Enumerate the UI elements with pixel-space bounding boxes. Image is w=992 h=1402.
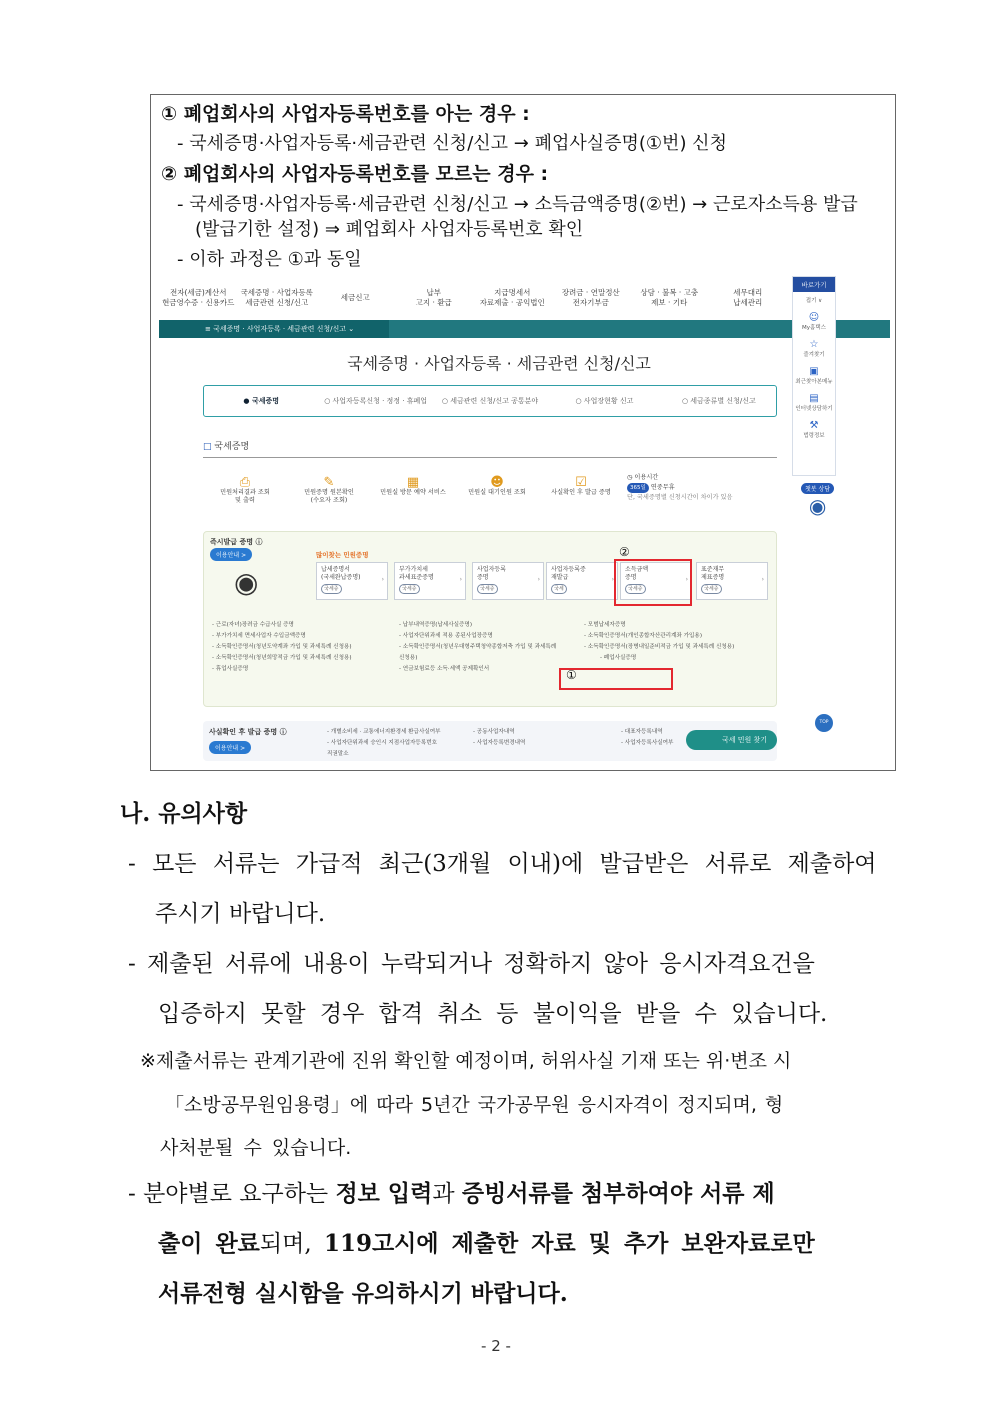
note-line3: 사처분될 수 있습니다. [160, 1137, 352, 1159]
star-icon: ☆ [809, 339, 819, 350]
note-line1: ※제출서류는 관계기관에 진위 확인할 예정이며, 허위사실 기재 또는 위·변조 시 [140, 1050, 792, 1072]
calendar-icon: ▦ [406, 475, 420, 490]
gavel-icon: ⚒ [809, 420, 819, 431]
chevron-right-icon: › [761, 576, 764, 583]
fact-check-panel [203, 721, 777, 761]
icon-item-reservation[interactable]: ▦ 민원실 방문 예약 서비스 [371, 479, 455, 519]
icon-item-verify[interactable]: ✎ 민원증명 원본확인 (수요자 조회) [287, 479, 371, 519]
case2-line2: (발급기한 설정) ⇒ 폐업회사 사업자등록번호 확인 [195, 219, 584, 240]
case1-line: - 국세증명·사업자등록·세금관련 신청/신고 → 폐업사실증명(①번) 신청 [177, 133, 727, 154]
user-icon: ☺ [808, 312, 820, 323]
guide-button[interactable]: 이용안내 > [210, 548, 252, 561]
breadcrumb-dropdown[interactable]: ≡ 국세증명 · 사업자등록 · 세금관련 신청/신고 ⌄ [159, 320, 389, 338]
instant-issue-panel [203, 531, 777, 707]
help-icon[interactable]: ⓘ [279, 728, 287, 736]
category-tabs [203, 385, 777, 417]
cert-list-col1: - 근로(자녀)장려금 수급사실 증명 - 부가가치세 면세사업자 수입금액증명 - 소득확인증명서(청년도약계좌 가입 및 과세특례 신청용) - 소득확인증명서(청년희망적금 가입 및 과세특례 신청용) - 휴업사실증명 [212, 622, 352, 672]
case1-heading: ① 폐업회사의 사업자등록번호를 아는 경우 : [161, 103, 530, 125]
sidebar-item-counsel[interactable]: ▤ 인터넷상담하기 [793, 393, 835, 412]
paragraph-1b: 주시기 바랍니다. [155, 901, 326, 927]
section-heading: 나. 유의사항 [120, 800, 248, 827]
chevron-right-icon: › [685, 576, 688, 583]
nav-item[interactable]: 국세증명 · 사업자등록 세금관련 신청/신고 [240, 288, 313, 307]
card-financial[interactable]: 표준재무 제표증명 국세증 › [696, 562, 768, 600]
paragraph-3-line1: - 분야별로 요구하는 정보 입력과 증빙서류를 첨부하여야 서류 제 [128, 1180, 775, 1207]
quick-sidebar [792, 276, 836, 476]
fact-check-title: 사실확인 후 발급 증명 ⓘ [209, 728, 287, 736]
printer-icon: ⎙ [239, 475, 251, 490]
cert-list-col2: - 납부내역증명(납세사실증명) - 사업자단위과세 적용 종된사업장증명 - 소득확인증명서(청년우대형주택청약종합저축 가입 및 과세특례 신청용) - 연금보험료등 소득·세액 공제확인서 [399, 622, 557, 672]
chevron-right-icon: › [459, 576, 462, 583]
service-hours: ◷ 이용시간 365일 연중무휴 단, 국세증명별 신청시간이 차이가 있음 [627, 474, 733, 501]
card-business-reg[interactable]: 사업자등록 증명 국세증 › [472, 562, 544, 600]
icon-item-fact-check[interactable]: ☑ 사실확인 후 발급 증명 [539, 479, 623, 519]
card-tax-payment[interactable]: 납세증명서 (국세완납증명) 국세증 › [316, 562, 388, 600]
fact-col2: - 공동사업자내역 - 사업자등록변경내역 [473, 729, 526, 746]
sidebar-head: 바로가기 [793, 277, 835, 292]
hours-badge: 365일 [627, 483, 649, 493]
mascot-icon: ◉ [808, 494, 827, 518]
marker-one: ① [566, 668, 577, 682]
hometax-screenshot [159, 276, 891, 766]
penguin-mascot-icon: ◉ [234, 566, 259, 599]
case2-heading: ② 폐업회사의 사업자등록번호를 모르는 경우 : [161, 163, 549, 185]
service-icons [203, 475, 623, 519]
sidebar-item-law[interactable]: ⚒ 법령정보 [793, 420, 835, 439]
chatbot-button[interactable]: 챗봇 상담 ◉ [801, 483, 834, 518]
clock-icon: ◷ [627, 474, 633, 481]
fact-guide-button[interactable]: 이용안내 > [209, 741, 251, 754]
sidebar-item-recent[interactable]: ▣ 최근찾아본메뉴 [793, 366, 835, 385]
chevron-right-icon: › [611, 576, 614, 583]
instant-issue-title: 즉시발급 증명 ⓘ [210, 538, 263, 546]
tab-business-registration[interactable]: ○ 사업자등록신청 · 정정 · 휴폐업 [324, 397, 428, 405]
fact-col3: - 대표자등록내역 - 사업자등록사실여부 [621, 729, 674, 746]
chevron-right-icon: › [537, 576, 540, 583]
tab-site-report[interactable]: ○ 사업장현황 신고 [575, 397, 634, 405]
sidebar-item-myhometax[interactable]: ☺ My홈택스 [793, 312, 835, 331]
nav-item[interactable]: 세금신고 [340, 293, 370, 302]
tab-tax-common[interactable]: ○ 세금관련 신청/신고 공통분야 [441, 397, 539, 405]
sidebar-item-favorites[interactable]: ☆ 즐겨찾기 [793, 339, 835, 358]
top-button[interactable]: TOP [815, 714, 833, 732]
sidebar-fold[interactable]: 접기 ∨ [805, 298, 823, 304]
nav-item[interactable]: 전자(세금)계산서 현금영수증 · 신용카드 [162, 288, 235, 307]
people-icon: ☻ [490, 475, 504, 490]
paragraph-1a: - 모든 서류는 가급적 최근(3개월 이내)에 발급받은 서류로 제출하여 [128, 851, 877, 877]
tab-tax-type[interactable]: ○ 세금종류별 신청/신고 [681, 397, 756, 405]
icon-item-result[interactable]: ⎙ 민원처리결과 조회 및 출력 [203, 479, 287, 519]
card-vat[interactable]: 부가가치세 과세표준증명 국세증 › [394, 562, 466, 600]
closure-cert-link[interactable]: - 폐업사실증명 [600, 655, 637, 661]
case2-line3: - 이하 과정은 ①과 동일 [177, 249, 362, 270]
top-nav [159, 276, 787, 316]
chevron-right-icon: › [381, 576, 384, 583]
cert-list-col3: - 모범납세자증명 - 소득확인증명서(개인종합자산관리계좌 가입용) - 소득확인증명서(장병내일준비적금 가입 및 과세특례 신청용) - 폐업사실증명 [584, 620, 734, 664]
chevron-down-icon: ⌄ [348, 325, 355, 333]
find-civil-service-button[interactable]: 국세 민원 찾기 [686, 730, 777, 750]
monitor-icon: ▤ [809, 393, 819, 404]
fact-col1: - 개별소비세 · 교통에너지환경세 환급사실여부 - 사업자단위과세 승인시 지점사업자등록번호 직권말소 [327, 729, 441, 757]
note-line2: 「소방공무원임용령」에 따라 5년간 국가공무원 응시자격이 정지되며, 형 [165, 1094, 784, 1116]
nav-item[interactable]: 장려금 · 연말정산 전자기부금 [561, 288, 620, 307]
highlight-income [611, 559, 692, 606]
document-check-icon: ✎ [323, 475, 335, 490]
tab-certificate[interactable]: ● 국세증명 [243, 397, 279, 405]
nav-item[interactable]: 지급명세서 자료제출 · 공익법인 [479, 288, 545, 307]
marker-two: ② [619, 545, 630, 559]
page-number: - 2 - [481, 1337, 511, 1355]
section-divider [203, 457, 777, 458]
page-title: 국세증명 · 사업자등록 · 세금관련 신청/신고 [347, 354, 651, 373]
paragraph-3-line3: 서류전형 실시함을 유의하시기 바랍니다. [158, 1280, 568, 1307]
paragraph-2a: - 제출된 서류에 내용이 누락되거나 정확하지 않아 응시자격요건을 [128, 951, 815, 977]
instruction-box [150, 94, 896, 771]
paragraph-2b: 입증하지 못할 경우 합격 취소 등 불이익을 받을 수 있습니다. [158, 1001, 828, 1027]
card-income[interactable]: 소득금액 증명 국세증 › [620, 562, 692, 600]
card-reissue[interactable]: 사업자등록증 재발급 국세 › [546, 562, 618, 600]
nav-item[interactable]: 납부 고지 · 환급 [415, 288, 452, 307]
help-icon[interactable]: ⓘ [255, 538, 263, 546]
nav-item[interactable]: 세무대리 납세관리 [733, 288, 763, 307]
square-icon: □ [203, 442, 212, 452]
history-icon: ▣ [809, 366, 819, 377]
icon-item-waiting[interactable]: ☻ 민원실 대기인원 조회 [455, 479, 539, 519]
highlight-closure [559, 668, 673, 690]
popular-label: 많이찾는 민원증명 [316, 551, 369, 559]
section-title: □ 국세증명 [203, 442, 250, 452]
paragraph-3-line2: 출이 완료되며, 119고시에 제출한 자료 및 추가 보완자료로만 [158, 1230, 815, 1257]
stamp-icon: ☑ [575, 475, 587, 490]
nav-item[interactable]: 상담 · 불복 · 고충 제보 · 기타 [640, 288, 699, 307]
case2-line1: - 국세증명·사업자등록·세금관련 신청/신고 → 소득금액증명(②번) → 근로자소득용 발급 [177, 194, 858, 215]
